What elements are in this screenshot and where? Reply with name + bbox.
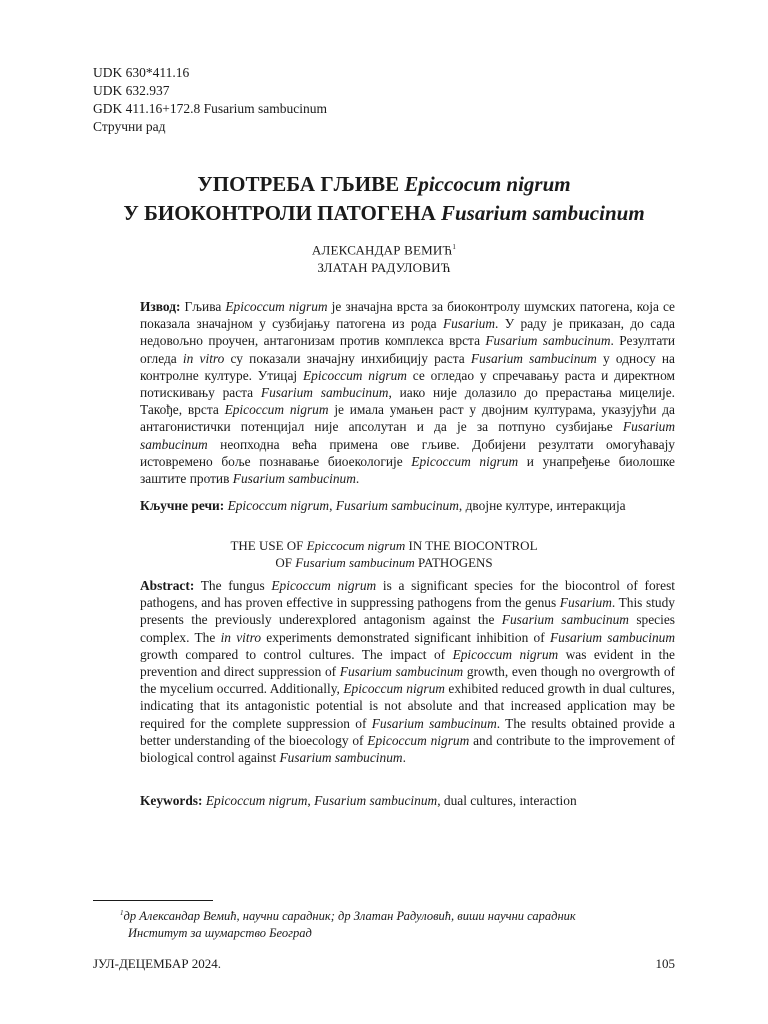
udk-line: UDK 630*411.16 <box>93 65 190 80</box>
keywords-serbian: Кључне речи: Epicoccum nigrum, Fusarium sambucinum, двојне културе, интеракција <box>140 498 626 513</box>
paper-title <box>0 170 768 228</box>
udk-line: UDK 632.937 <box>93 83 170 98</box>
author-2: ЗЛАТАН РАДУЛОВИЋ <box>317 260 451 276</box>
title-line-1: УПОТРЕБА ГЉИВЕ Epiccocum nigrum <box>197 172 571 196</box>
authors <box>0 238 768 277</box>
english-title-line-2: OF Fusarium sambucinum PATHOGENS <box>275 555 493 570</box>
paper-type: Стручни рад <box>93 119 166 134</box>
classification-block <box>93 64 327 136</box>
abstract-english: Abstract: The fungus Epicoccum nigrum is a significant species for the biocontrol of forest pathogens, and has proven effective in suppressing pathogens from the genus Fusarium. This study presents the previously underexplored antagonism against the Fusarium sambucinum species complex. The in vitro experiments demonstrated significant inhibition of Fusarium sambucinum growth compared to control cultures. The impact of Epicoccum nigrum was evident in the prevention and direct suppression of Fusarium sambucinum growth, even though no overgrowth of the mycelium occurred. Additionally, Epicoccum nigrum exhibited reduced growth in dual cultures, indicating that its antagonistic potential is not absolute and that increased application may be required for the complete suppression of Fusarium sambucinum. The results obtained provide a better understanding of the bioecology of Epicoccum nigrum and contribute to the improvement of biological control against Fusarium sambucinum. <box>140 578 676 766</box>
footnote-line-1: $^1$др Александар Вемић, научни сарадник; др Златан Радуловић, виши научни сарадник <box>120 909 576 924</box>
english-title-line-1: THE USE OF Epiccocum nigrum IN THE BIOCONTROL <box>230 538 538 553</box>
gdk-line: GDK 411.16+172.8 Fusarium sambucinum <box>93 101 327 116</box>
issue-date: ЈУЛ-ДЕЦЕМБАР 2024. <box>93 956 222 971</box>
abstract-serbian: Извод: Гљива Epicoccum nigrum је значајна врста за биоконтролу шумских патогена, која се показала значајном у сузбијању патогена из рода Fusarium. У раду је приказан, до сада недовољно проучен, антагонизам против комплекса врста Fusarium sambucinum. Резултати огледа in vitro су показали значајну инхибицију раста Fusarium sambucinum у односу на контролне културе. Утицај Epicoccum nigrum се огледао у спречавању раста и директном потискивању раста Fusarium sambucinum, иако није долазило до прерастања мицелије. Такође, врста Epicoccum nigrum је имала умањен раст у двојним културама, указујући да антагонистички потенцијал није апсолутан и да је за потпуно сузбијање Fusarium sambucinum неопходна већа примена ове гљиве. Добијени резултати омогућавају истовремено боље познавање биоекологије Epicoccum nigrum и унапређење биолошке заштите против Fusarium sambucinum. <box>140 299 676 487</box>
page-number: 105 <box>655 956 675 971</box>
author-1: АЛЕКСАНДАР ВЕМИЋ$^1$ <box>311 242 457 258</box>
footnote-line-2: Институт за шумарство Београд <box>128 926 312 941</box>
footnote <box>120 905 576 942</box>
keywords-english: Keywords: Epicoccum nigrum, Fusarium sambucinum, dual cultures, interaction <box>140 793 577 808</box>
english-title <box>0 537 768 571</box>
title-line-2: У БИОКОНТРОЛИ ПАТОГЕНА Fusarium sambucinum <box>123 201 645 225</box>
footnote-divider <box>93 900 213 901</box>
